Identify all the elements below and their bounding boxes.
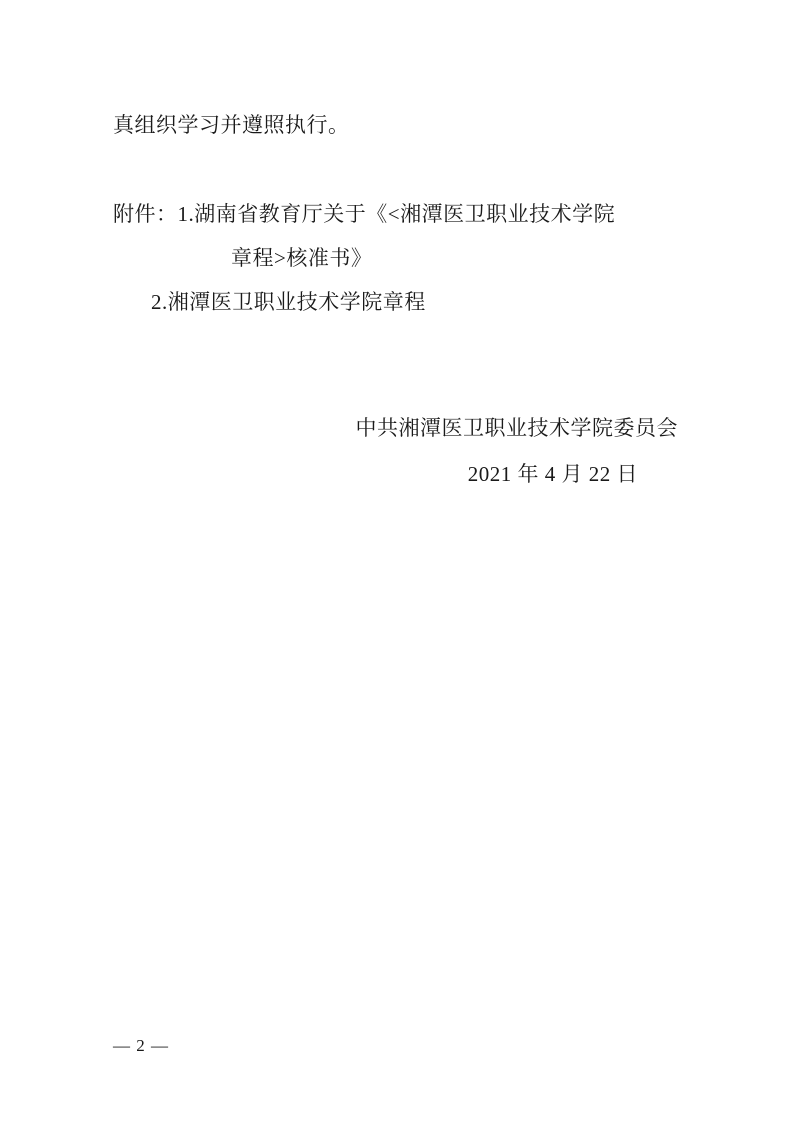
- continued-paragraph: 真组织学习并遵照执行。: [113, 113, 350, 137]
- attachment-item-1: 附件：1.湖南省教育厅关于《<湘潭医卫职业技术学院: [113, 202, 616, 226]
- attachment-item-2: 2.湘潭医卫职业技术学院章程: [151, 290, 426, 314]
- page-number-footer: — 2 —: [113, 1036, 169, 1055]
- signature-block: [113, 405, 678, 497]
- attachment-item-1-continuation: 章程>核准书》: [231, 246, 373, 270]
- attachment-list: [113, 192, 713, 324]
- signature-issuer: 中共湘潭医卫职业技术学院委员会: [355, 416, 678, 440]
- signature-date: 2021 年 4 月 22 日: [467, 462, 638, 486]
